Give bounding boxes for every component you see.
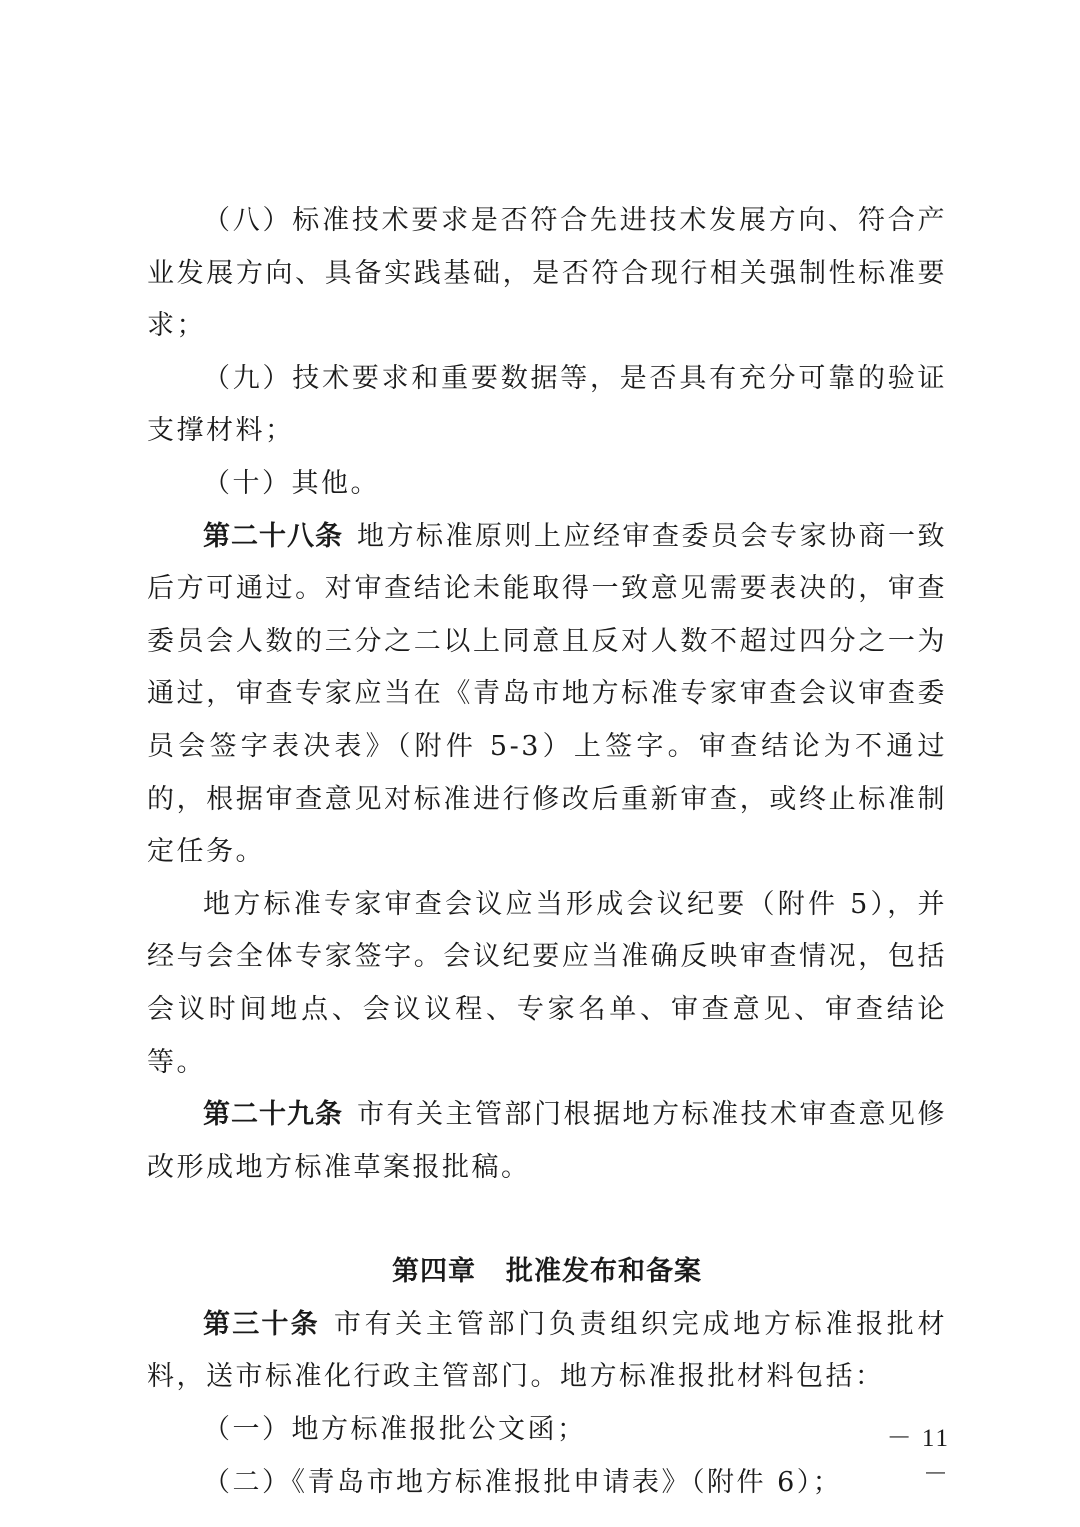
review-item-9: （九）技术要求和重要数据等，是否具有充分可靠的验证支撑材料；	[147, 362, 947, 447]
page-content	[147, 195, 947, 1509]
article-29-heading: 第二十九条	[203, 1099, 343, 1131]
chapter-heading	[147, 1246, 947, 1299]
meeting-minutes-paragraph: 地方标准专家审查会议应当形成会议纪要（附件 5），并经与会全体专家签字。会议纪要应当准确反映审查情况，包括会议时间地点、会议议程、专家名单、审查意见、审查结论等。	[147, 888, 947, 1078]
material-item-1: （一）地方标准报批公文函；	[203, 1414, 587, 1446]
article-28-heading: 第二十八条	[203, 520, 343, 552]
article-29-body: 市有关主管部门根据地方标准技术审查意见修改形成地方标准草案报批稿。	[147, 1099, 947, 1183]
review-item-10: （十）其他。	[203, 467, 380, 499]
chapter-number: 第四章	[392, 1256, 476, 1288]
review-item-8: （八）标准技术要求是否符合先进技术发展方向、符合产业发展方向、具备实践基础，是否符合现行相关强制性标准要求；	[147, 205, 947, 342]
article-29	[147, 1089, 947, 1194]
article-30-body: 市有关主管部门负责组织完成地方标准报批材料，送市标准化行政主管部门。地方标准报批材料包括：	[147, 1308, 948, 1393]
article-28	[147, 511, 947, 879]
page-number: － 11 －	[886, 1425, 950, 1488]
material-item-2: （二）《青岛市地方标准报批申请表》（附件 6）；	[203, 1466, 843, 1498]
article-30-heading: 第三十条	[203, 1308, 320, 1340]
article-28-body: 地方标准原则上应经审查委员会专家协商一致后方可通过。对审查结论未能取得一致意见需要表决的，审查委员会人数的三分之二以上同意且反对人数不超过四分之一为通过，审查专家应当在《青岛市地方标准专家审查会议审查委员会签字表决表》（附件 5-3）上签字。审查结论为不通过的，根据审查意见对标准进行修改后重新审查，或终止标准制定任务。	[147, 520, 947, 868]
article-30	[147, 1299, 947, 1404]
chapter-title: 批准发布和备案	[506, 1256, 702, 1288]
